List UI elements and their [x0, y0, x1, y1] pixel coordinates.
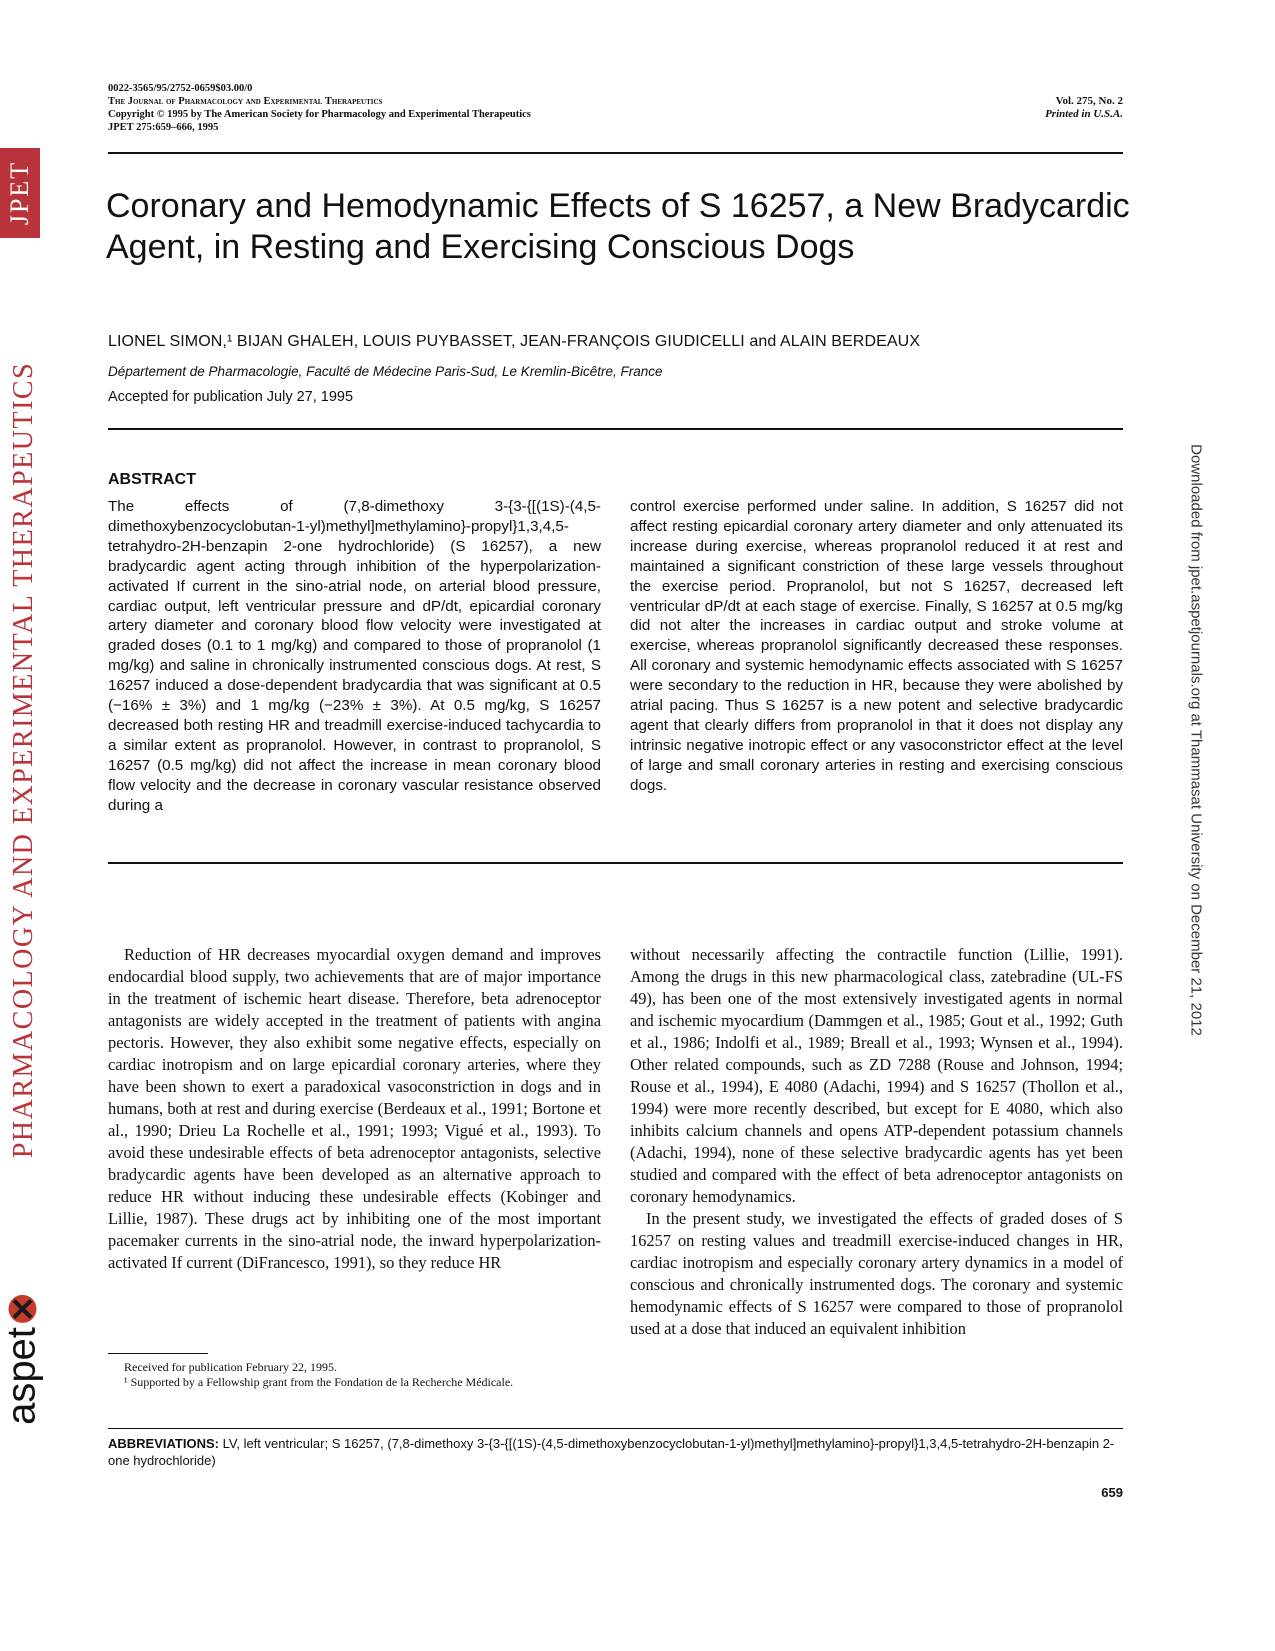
abbreviations	[108, 1435, 1123, 1469]
paper-affiliation: Département de Pharmacologie, Faculté de Médecine Paris-Sud, Le Kremlin-Bicêtre, France	[108, 364, 663, 379]
footnotes	[108, 1360, 601, 1390]
header-code: 0022-3565/95/2752-0659$03.00/0	[108, 83, 253, 94]
abstract-right-column: control exercise performed under saline. In addition, S 16257 did not affect resting epicardial coronary artery diameter and only attenuated its increase during exercise, whereas propranolol reduced it at rest and maintained a significant constriction of these large vessels throughout the exercise period. Propranolol, but not S 16257, decreased left ventricular dP/dt at each stage of exercise. Finally, S 16257 at 0.5 mg/kg did not alter the increases in cardiac output and stroke volume at exercise, whereas propranolol significantly decreased these responses. All coronary and systemic hemodynamic effects associated with S 16257 were secondary to the reduction in HR, because they were abolished by atrial pacing. Thus S 16257 is a new potent and selective bradycardic agent that clearly differs from propranolol in that it does not display any intrinsic negative inotropic effect or any vasoconstrictor effect at the level of large and small coronary arteries in resting and exercising conscious dogs.	[630, 498, 1123, 794]
sidebar-journal-name: PHARMACOLOGY AND EXPERIMENTAL THERAPEUTICS	[8, 361, 39, 1159]
header-volume-block	[1045, 95, 1123, 121]
header-printed: Printed in U.S.A.	[1045, 108, 1123, 120]
paper-accepted-date: Accepted for publication July 27, 1995	[108, 389, 354, 405]
body-paragraph: without necessarily affecting the contractile function (Lillie, 1991). Among the drugs in this new pharmacological class, zatebradine (UL-FS 49), has been one of the most extensively investigated agents in normal and ischemic myocardium (Dammgen et al., 1985; Gout et al., 1992; Guth et al., 1986; Indolfi et al., 1989; Breall et al., 1993; Wynsen et al., 1994). Other related compounds, such as ZD 7288 (Rouse and Johnson, 1994; Rouse et al., 1994), E 4080 (Adachi, 1994) and S 16257 (Thollon et al., 1994) were more recently described, but except for E 4080, which also inhibits calcium channels and opens ATP-dependent potassium channels (Adachi, 1994), none of these selective bradycardic agents has yet been studied and compared with the effect of beta adrenoceptor antagonists on coronary hemodynamics.	[630, 945, 1123, 1206]
sidebar-jpet-label: JPET	[5, 160, 34, 226]
paper-title: Coronary and Hemodynamic Effects of S 16257, a New Bradycardic Agent, in Resting and Exercising Conscious Dogs	[106, 187, 1130, 266]
abbreviations-label: ABBREVIATIONS:	[108, 1436, 219, 1451]
aspet-logo-text: aspet	[0, 1327, 44, 1425]
abbreviations-text: LV, left ventricular; S 16257, (7,8-dimethoxy 3-{3-{[(1S)-(4,5-dimethoxybenzocyclobutan-1-yl)methyl]methylamino}-propyl}1,3,4,5-tetrahydro-2H-benzapin 2-one hydrochloride)	[108, 1436, 1115, 1468]
header-jpet-ref: JPET 275:659–666, 1995	[108, 122, 219, 133]
body-paragraph: Reduction of HR decreases myocardial oxygen demand and improves endocardial blood supply, two achievements that are of major importance in the treatment of ischemic heart disease. Therefore, beta adrenoceptor antagonists are widely accepted in the treatment of patients with angina pectoris. However, they also exhibit some negative effects, especially on cardiac inotropism and on large epicardial coronary arteries, where they have been shown to exert a paradoxical vasoconstriction in dogs and in humans, both at rest and during exercise (Berdeaux et al., 1991; Bortone et al., 1990; Drieu La Rochelle et al., 1991; 1993; Vigué et al., 1993). To avoid these undesirable effects of beta adrenoceptor antagonists, selective bradycardic agents have been developed as an alternative approach to reduce HR without inducing these undesirable effects (Kobinger and Lillie, 1987). These drugs act by inhibiting one of the most important pacemaker currents in the sino-atrial node, the inward hyperpolarization-activated If current (DiFrancesco, 1991), so they reduce HR	[108, 945, 601, 1272]
abstract-heading: ABSTRACT	[108, 471, 196, 488]
abstract-left-column: The effects of (7,8-dimethoxy 3-{3-{[(1S)-(4,5-dimethoxybenzocyclobutan-1-yl)methyl]methylamino}-propyl}1,3,4,5-tetrahydro-2H-benzapin 2-one hydrochloride) (S 16257), a new bradycardic agent acting through inhibition of the hyperpolarization-activated If current in the sino-atrial node, on arterial blood pressure, cardiac output, left ventricular pressure and dP/dt, epicardial coronary artery diameter and coronary blood flow velocity were investigated at graded doses (0.1 to 1 mg/kg) and compared to those of propranolol (1 mg/kg) and saline in chronically instrumented conscious dogs. At rest, S 16257 induced a dose-dependent bradycardia that was significant at 0.5 (−16% ± 3%) and 1 mg/kg (−23% ± 3%). At 0.5 mg/kg, S 16257 decreased both resting HR and treadmill exercise-induced tachycardia to a similar extent as propranolol. However, in contrast to propranolol, S 16257 (0.5 mg/kg) did not affect the increase in mean coronary blood flow velocity and the decrease in coronary vascular resistance observed during a	[108, 498, 601, 814]
footnote-received: Received for publication February 22, 1995.	[124, 1360, 337, 1374]
footnote-support: ¹ Supported by a Fellowship grant from the Fondation de la Recherche Médicale.	[124, 1375, 514, 1389]
body-paragraph: In the present study, we investigated the effects of graded doses of S 16257 on resting values and treadmill exercise-induced changes in HR, cardiac inotropism and especially coronary artery dynamics in a model of conscious and chronically instrumented dogs. The coronary and systemic hemodynamic effects of S 16257 were compared to those of propranolol used at a dose that induced an equivalent inhibition	[630, 1209, 1123, 1338]
abstract-top-rule	[108, 428, 1123, 430]
download-note: Downloaded from jpet.aspetjournals.org at Thammasat University on December 21, 2012	[1187, 444, 1205, 1036]
paper-authors: LIONEL SIMON,¹ BIJAN GHALEH, LOUIS PUYBASSET, JEAN-FRANÇOIS GIUDICELLI and ALAIN BERDEAUX	[108, 333, 921, 350]
aspet-logo-icon	[8, 1295, 36, 1323]
header-volume: Vol. 275, No. 2	[1055, 95, 1123, 107]
body-right-column	[630, 944, 1123, 1340]
aspet-logo	[0, 1295, 45, 1425]
header-journal: The Journal of Pharmacology and Experimental Therapeutics	[108, 96, 383, 107]
header-rule	[108, 152, 1123, 154]
page-number: 659	[1101, 1485, 1123, 1500]
abbreviations-rule	[108, 1428, 1123, 1429]
header-citation	[108, 82, 531, 134]
body-left-column	[108, 944, 601, 1274]
header-copyright: Copyright © 1995 by The American Society for Pharmacology and Experimental Therapeutics	[108, 109, 531, 120]
footnote-rule	[108, 1353, 208, 1354]
abstract-bottom-rule	[108, 862, 1123, 864]
